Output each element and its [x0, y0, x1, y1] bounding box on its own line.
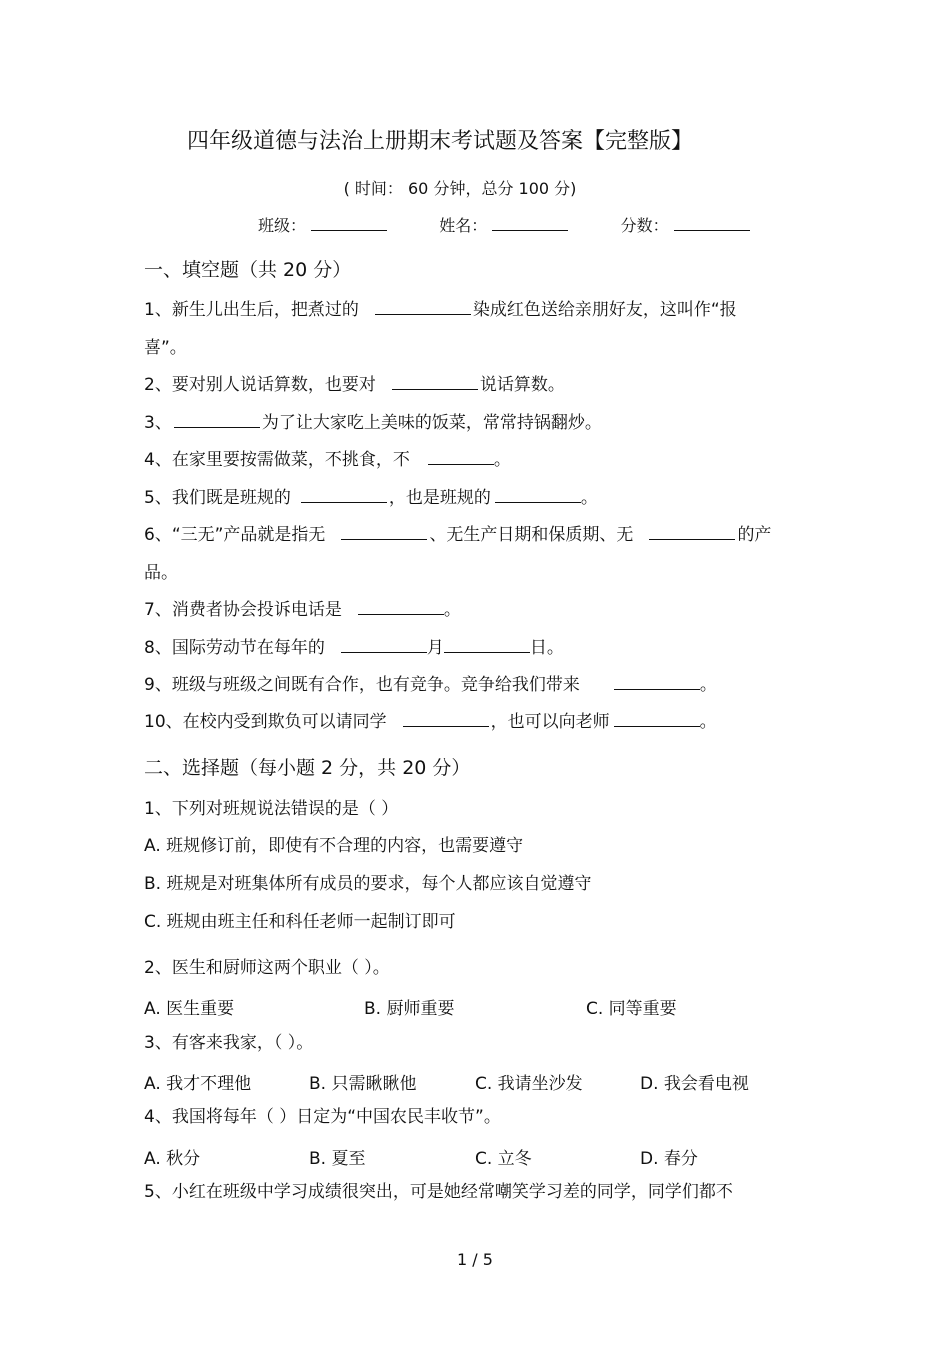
section-heading-fill-in: 一、填空题（共 20 分） [144, 259, 352, 281]
answer-blank [341, 524, 427, 540]
mc-option-b: B. 夏至 [309, 1149, 366, 1169]
student-info-fields [258, 213, 750, 236]
question-1: 1、新生儿出生后，把煮过的 染成红色送给亲朋好友，这叫作“报 [144, 300, 737, 320]
mc-option-b: B. 只需瞅瞅他 [309, 1074, 417, 1094]
question-7: 7、消费者协会投诉电话是 。 [144, 600, 461, 620]
answer-blank [444, 637, 530, 653]
answer-blank [614, 711, 700, 727]
exam-time-info: ( 时间： 60 分钟，总分 100 分) [343, 179, 577, 198]
answer-blank [341, 637, 427, 653]
section-heading-multiple-choice: 二、选择题（每小题 2 分，共 20 分） [144, 757, 471, 779]
mc-option-a: A. 医生重要 [144, 999, 235, 1019]
mc-question-5: 5、小红在班级中学习成绩很突出，可是她经常嘲笑学习差的同学，同学们都不 [144, 1182, 733, 1202]
question-2: 2、要对别人说话算数，也要对 说话算数。 [144, 375, 565, 395]
question-6: 6、“三无”产品就是指无 、无生产日期和保质期、无 的产 [144, 525, 772, 545]
mc-option-a: A. 秋分 [144, 1149, 201, 1169]
answer-blank [403, 711, 489, 727]
mc-option-d: D. 我会看电视 [640, 1074, 749, 1094]
page-title: 四年级道德与法治上册期末考试题及答案【完整版】 [186, 129, 693, 154]
answer-blank [428, 449, 494, 465]
mc-question-3: 3、有客来我家，（ ）。 [144, 1033, 314, 1053]
mc-option-b: B. 班规是对班集体所有成员的要求，每个人都应该自觉遵守 [144, 874, 592, 894]
answer-blank [174, 412, 260, 428]
answer-blank [375, 299, 471, 315]
question-5: 5、我们既是班规的 ，也是班规的 。 [144, 488, 598, 508]
question-4: 4、在家里要按需做菜，不挑食，不 。 [144, 450, 511, 470]
mc-option-c: C. 我请坐沙发 [475, 1074, 583, 1094]
mc-option-a: A. 班规修订前，即使有不合理的内容，也需要遵守 [144, 836, 524, 856]
question-3: 3、 为了让大家吃上美味的饭菜，常常持锅翻炒。 [144, 413, 602, 433]
mc-option-c: C. 班规由班主任和科任老师一起制订即可 [144, 912, 456, 932]
name-label: 姓名： [439, 216, 488, 235]
class-label: 班级： [258, 216, 307, 235]
answer-blank [301, 487, 387, 503]
score-blank [674, 215, 750, 231]
score-label: 分数： [620, 216, 669, 235]
question-8: 8、国际劳动节在每年的 月 日。 [144, 638, 564, 658]
answer-blank [495, 487, 581, 503]
page-number: 1 / 5 [457, 1250, 493, 1269]
answer-blank [649, 524, 735, 540]
answer-blank [358, 599, 444, 615]
question-10: 10、在校内受到欺负可以请同学 ，也可以向老师 。 [144, 712, 717, 732]
mc-option-c: C. 立冬 [475, 1149, 532, 1169]
name-blank [492, 215, 568, 231]
class-blank [311, 215, 387, 231]
answer-blank [392, 374, 478, 390]
mc-question-4: 4、我国将每年（ ）日定为“中国农民丰收节”。 [144, 1107, 501, 1127]
mc-option-b: B. 厨师重要 [364, 999, 455, 1019]
mc-option-a: A. 我才不理他 [144, 1074, 252, 1094]
mc-question-1: 1、下列对班规说法错误的是（ ） [144, 799, 399, 819]
mc-option-d: D. 春分 [640, 1149, 698, 1169]
question-6-cont: 品。 [144, 563, 178, 583]
answer-blank [614, 674, 700, 690]
question-9: 9、班级与班级之间既有合作，也有竞争。竞争给我们带来 。 [144, 675, 717, 695]
question-1-cont: 喜”。 [144, 338, 187, 358]
mc-question-2: 2、医生和厨师这两个职业（ ）。 [144, 958, 390, 978]
mc-option-c: C. 同等重要 [586, 999, 677, 1019]
